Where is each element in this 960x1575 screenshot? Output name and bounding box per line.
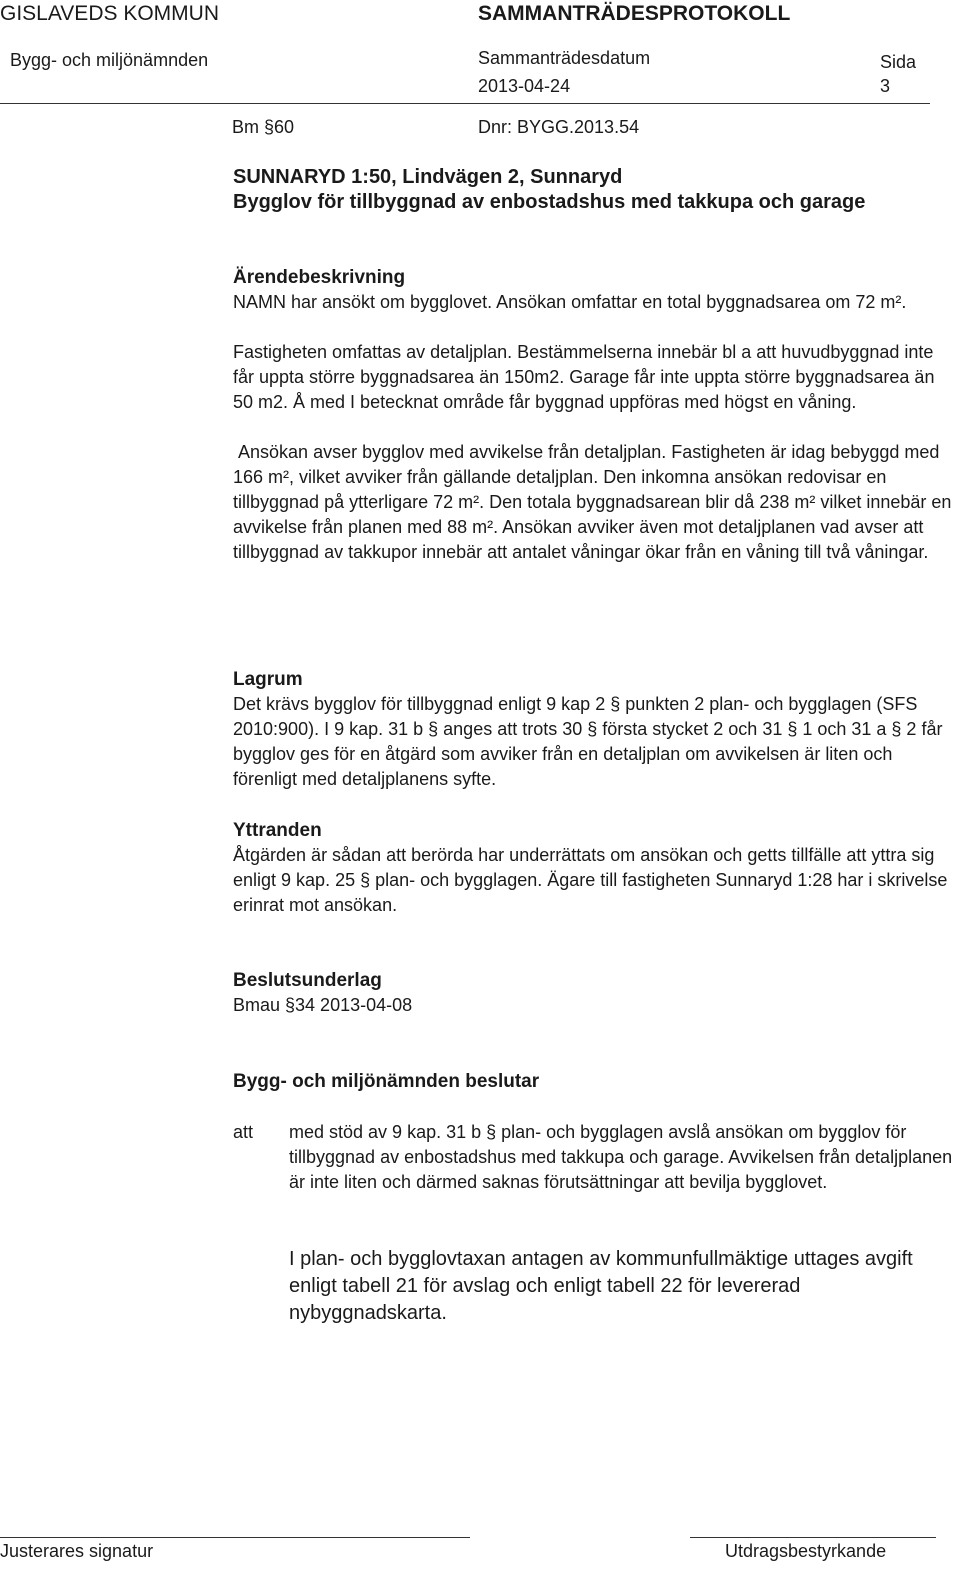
case-title-line2: Bygglov för tillbyggnad av enbostadshus med takkupa och garage [233, 191, 866, 213]
section-heading: Ärendebeskrivning [233, 267, 406, 288]
paragraph: NAMN har ansökt om bygglovet. Ansökan omfattar en total byggnadsarea om 72 m². [233, 292, 907, 312]
paragraph: Fastigheten omfattas av detaljplan. Bestämmelserna innebär bl a att huvudbyggnad inte får uppta större byggnadsarea än 150m2. Garage får inte uppta större byggnadsarea än 50 m2. Å med I betecknat område får byggnad uppföras med högst en våning. [233, 342, 935, 412]
section-lagrum [233, 667, 958, 792]
paragraph: Ansökan avser bygglov med avvikelse från detaljplan. Fastigheten är idag bebyggd med 166 m², vilket avviker från gällande detaljplan. Den inkomna ansökan redovisar en tillbyggnad på ytterligare 72 m². Den totala byggnadsarean blir då 238 m² vilket innebär en avvikelse från planen med 88 m². Ansökan avviker även mot detaljplanen vad avser att tillbyggnad av takkupor innebär att antalet våningar ökar från en våning till två våningar. [233, 442, 957, 562]
decision-heading: Bygg- och miljönämnden beslutar [233, 1071, 540, 1092]
case-title-line1: SUNNARYD 1:50, Lindvägen 2, Sunnaryd [233, 166, 623, 188]
paragraph: Bmau §34 2013-04-08 [233, 995, 413, 1015]
paragraph-number: Bm §60 [232, 117, 295, 137]
section-beslutsunderlag [233, 968, 958, 1018]
section-heading: Beslutsunderlag [233, 970, 382, 991]
meeting-date: 2013-04-24 [478, 76, 571, 96]
municipality-name: GISLAVEDS KOMMUN [0, 2, 219, 25]
board-name: Bygg- och miljönämnden [10, 50, 209, 70]
case-number: Dnr: BYGG.2013.54 [478, 117, 640, 137]
section-beslut [233, 1069, 958, 1094]
extract-certification-label: Utdragsbestyrkande [725, 1541, 887, 1561]
header-divider [0, 103, 930, 104]
page-number: 3 [880, 76, 891, 96]
page-label: Sida [880, 52, 917, 72]
decision-text: med stöd av 9 kap. 31 b § plan- och bygglagen avslå ansökan om bygglov för tillbyggnad av enbostadshus med takkupa och garage. Avvikelsen från detaljplanen är inte liten och därmed saknas förutsättningar att bevilja bygglovet. [289, 1122, 953, 1192]
section-arendebeskrivning [233, 265, 958, 565]
case-title [233, 165, 958, 215]
footer-divider-right [690, 1537, 936, 1538]
section-heading: Lagrum [233, 669, 303, 690]
signature-label: Justerares signatur [0, 1541, 154, 1561]
section-yttranden [233, 818, 958, 918]
date-label: Sammanträdesdatum [478, 48, 651, 68]
paragraph: Det krävs bygglov för tillbyggnad enligt 9 kap 2 § punkten 2 plan- och bygglagen (SFS 2010:900). I 9 kap. 31 b § anges att trots 30 § första stycket 2 och 31 § 1 och 31 a § 2 får bygglov ges för en åtgärd som avviker från en detaljplan om avvikelsen är liten och förenligt med detaljplanens syfte. [233, 694, 943, 789]
att-label: att [233, 1122, 254, 1142]
fee-note: I plan- och bygglovtaxan antagen av kommunfullmäktige uttages avgift enligt tabell 21 för avslag och enligt tabell 22 för levererad nybyggnadskarta. [289, 1248, 913, 1324]
section-heading: Yttranden [233, 820, 322, 841]
paragraph: Åtgärden är sådan att berörda har underrättats om ansökan och getts tillfälle att yttra sig enligt 9 kap. 25 § plan- och bygglagen. Ägare till fastigheten Sunnaryd 1:28 har i skrivelse erinrat mot ansökan. [233, 845, 948, 915]
footer-divider-left [0, 1537, 470, 1538]
document-type: SAMMANTRÄDESPROTOKOLL [478, 2, 791, 25]
